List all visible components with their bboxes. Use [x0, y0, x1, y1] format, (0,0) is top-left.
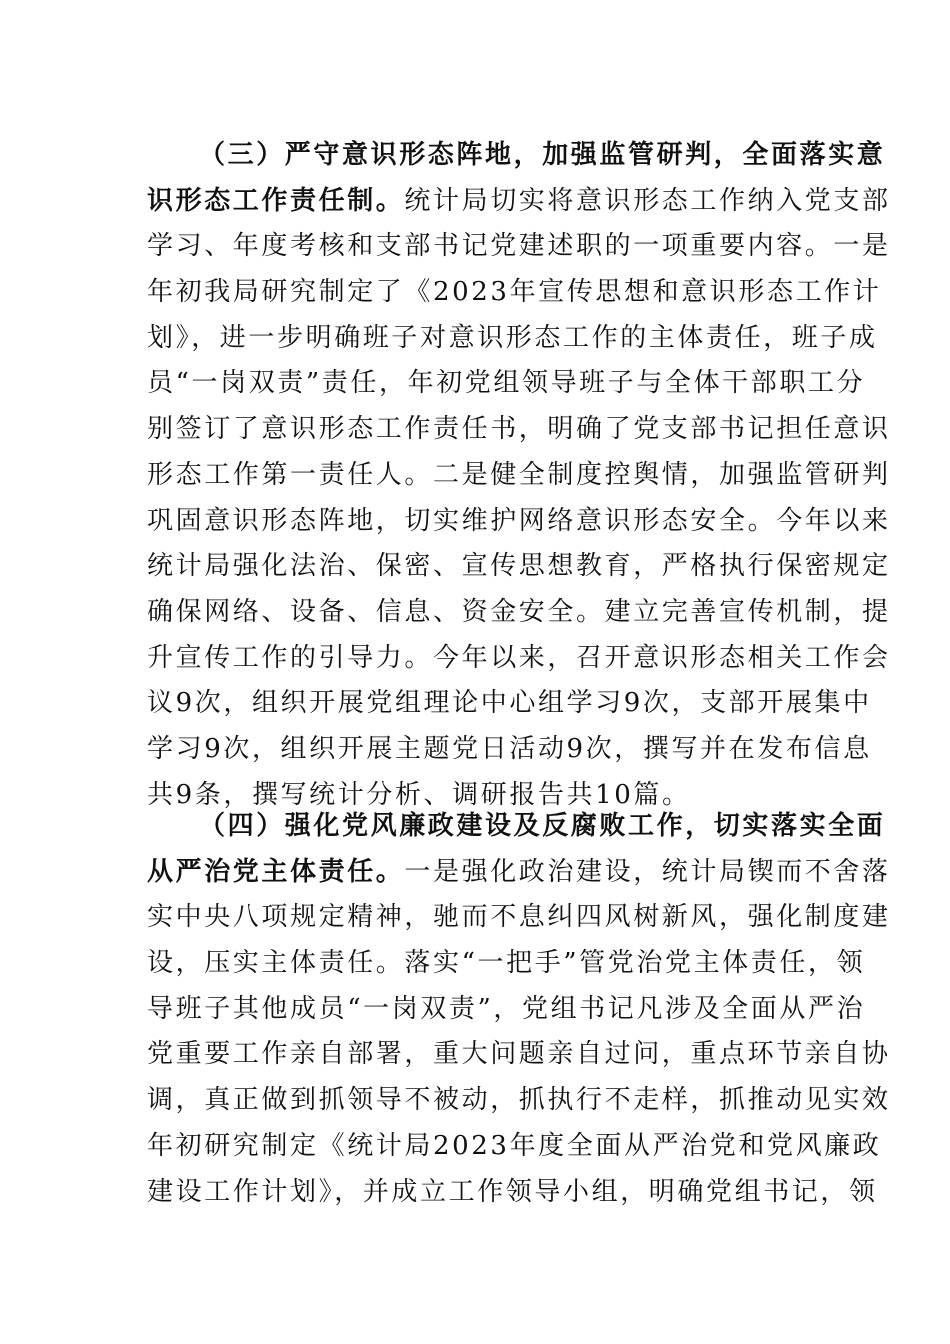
- section-4-line: [147, 1032, 891, 1078]
- body-text: 统计局切实将意识形态工作纳入党支部: [404, 185, 891, 216]
- body-text: 一是强化政治建设，统计局锲而不舍落: [404, 856, 891, 887]
- body-text: 调，真正做到抓领导不被动，抓执行不走样，抓推动见实效: [147, 1085, 891, 1116]
- section-4-line: [147, 987, 866, 1033]
- body-text: 确保网络、设备、信息、资金安全。建立完善宣传机制，提: [147, 596, 891, 627]
- section-3-line: [147, 681, 872, 727]
- section-3-line: [147, 361, 866, 407]
- body-text: 学习9次，组织开展主题党日活动9次，撰写并在发布信息: [147, 733, 872, 764]
- section-4-line: [147, 1078, 891, 1124]
- section-4-line: [147, 895, 891, 941]
- section-heading-text: 从严治党主体责任。: [147, 856, 405, 887]
- paragraph-section-4: [147, 804, 891, 1215]
- body-text: 别签订了意识形态工作责任书，明确了党支部书记担任意识: [147, 414, 891, 445]
- body-text: 统计局强化法治、保密、宣传思想教育，严格执行保密规定: [147, 551, 891, 582]
- body-text: 年初我局研究制定了《2023年宣传思想和意识形态工作计: [147, 277, 882, 308]
- section-3-line: [147, 544, 891, 590]
- section-heading-text: （三）严守意识形态阵地，加强监管研判，全面落实意: [199, 140, 886, 170]
- section-heading-text: 识形态工作责任制。: [147, 185, 405, 216]
- body-text: 员“一岗双责”责任，年初党组领导班子与全体干部职工分: [147, 368, 866, 399]
- section-3-line: [147, 453, 891, 499]
- section-3-line: [147, 316, 878, 362]
- section-heading-text: （四）强化党风廉政建设及反腐败工作，切实落实全面: [199, 811, 886, 841]
- section-3-line: [147, 270, 882, 316]
- body-text: 学习、年度考核和支部书记党建述职的一项重要内容。一是: [147, 231, 891, 262]
- body-text: 划》，进一步明确班子对意识形态工作的主体责任，班子成: [147, 322, 878, 353]
- body-text: 年初研究制定《统计局2023年度全面从严治党和党风廉政: [147, 1130, 882, 1161]
- section-3-line: [147, 636, 891, 682]
- section-4-line: [147, 850, 891, 896]
- body-text: 设，压实主体责任。落实“一把手”管党治党主体责任，领: [147, 948, 866, 979]
- body-text: 党重要工作亲自部署，重大问题亲自过问，重点环节亲自协: [147, 1039, 891, 1070]
- section-4-line: [147, 1170, 878, 1216]
- body-text: 议9次，组织开展党组理论中心组学习9次，支部开展集中: [147, 688, 872, 719]
- section-3-line: [147, 727, 872, 773]
- section-3-line: [147, 179, 891, 225]
- body-text: 导班子其他成员“一岗双责”，党组书记凡涉及全面从严治: [147, 993, 866, 1024]
- section-3-line: [147, 499, 891, 545]
- section-4-line: [147, 804, 886, 850]
- section-4-line: [147, 941, 866, 987]
- body-text: 实中央八项规定精神，驰而不息纠四风树新风，强化制度建: [147, 902, 891, 933]
- paragraph-section-3: [147, 133, 891, 818]
- section-4-line: [147, 1124, 882, 1170]
- section-3-line: [147, 407, 891, 453]
- body-text: 升宣传工作的引导力。今年以来，召开意识形态相关工作会: [147, 642, 891, 673]
- section-3-line: [147, 590, 891, 636]
- body-text: 巩固意识形态阵地，切实维护网络意识形态安全。今年以来: [147, 505, 891, 536]
- body-text: 建设工作计划》，并成立工作领导小组，明确党组书记，领: [147, 1176, 878, 1207]
- section-3-line: [147, 133, 886, 179]
- section-3-line: [147, 224, 891, 270]
- body-text: 形态工作第一责任人。二是健全制度控舆情，加强监管研判: [147, 459, 891, 490]
- body-text: 共9条，撰写统计分析、调研报告共10篇。: [147, 779, 691, 810]
